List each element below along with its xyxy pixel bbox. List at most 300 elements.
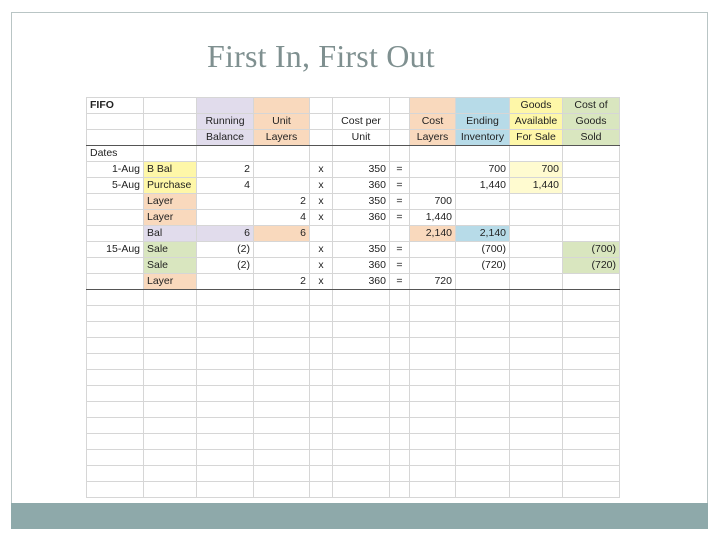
header-unit-layers[interactable]: Layers bbox=[254, 130, 310, 146]
empty-cell[interactable] bbox=[333, 354, 390, 370]
header-running-balance[interactable]: Balance bbox=[197, 130, 254, 146]
equals-sign-cell[interactable] bbox=[390, 226, 410, 242]
cogs-cell[interactable]: (720) bbox=[563, 258, 620, 274]
header-unit-layers[interactable] bbox=[254, 98, 310, 114]
empty-cell[interactable] bbox=[510, 354, 563, 370]
header-row-2 bbox=[87, 114, 620, 130]
empty-cell[interactable] bbox=[456, 322, 510, 338]
empty-cell[interactable] bbox=[563, 450, 620, 466]
empty-cell[interactable] bbox=[563, 402, 620, 418]
unit-layers-cell[interactable]: 4 bbox=[254, 210, 310, 226]
empty-cell[interactable] bbox=[87, 386, 144, 402]
empty-cell[interactable] bbox=[333, 434, 390, 450]
empty-cell[interactable] bbox=[390, 290, 410, 306]
cost-per-unit-cell[interactable]: 360 bbox=[333, 274, 390, 290]
empty-cell[interactable] bbox=[563, 434, 620, 450]
cost-per-unit-cell[interactable]: 360 bbox=[333, 210, 390, 226]
empty-cell[interactable] bbox=[563, 306, 620, 322]
ending-inventory-cell[interactable]: (700) bbox=[456, 242, 510, 258]
type-cell[interactable]: Layer bbox=[144, 194, 197, 210]
goods-available-cell[interactable] bbox=[510, 194, 563, 210]
empty-cell[interactable] bbox=[310, 434, 333, 450]
running-balance-cell[interactable]: 2 bbox=[197, 162, 254, 178]
equals-sign-cell[interactable]: = bbox=[390, 258, 410, 274]
empty-row bbox=[87, 322, 620, 338]
empty-cell[interactable] bbox=[510, 146, 563, 162]
date-cell[interactable] bbox=[87, 226, 144, 242]
table-row bbox=[87, 178, 620, 194]
goods-available-cell[interactable] bbox=[510, 210, 563, 226]
empty-row bbox=[87, 418, 620, 434]
header-cost-layers[interactable] bbox=[410, 98, 456, 114]
header-cost-per-unit[interactable]: Cost per bbox=[333, 114, 390, 130]
empty-cell[interactable] bbox=[254, 370, 310, 386]
empty-row bbox=[87, 434, 620, 450]
empty-cell[interactable] bbox=[410, 450, 456, 466]
empty-cell[interactable] bbox=[310, 338, 333, 354]
empty-cell[interactable] bbox=[390, 434, 410, 450]
empty-cell[interactable] bbox=[410, 146, 456, 162]
empty-cell[interactable] bbox=[310, 466, 333, 482]
running-balance-cell[interactable]: 6 bbox=[197, 226, 254, 242]
times-sign-cell[interactable] bbox=[310, 226, 333, 242]
ending-inventory-cell[interactable]: 2,140 bbox=[456, 226, 510, 242]
empty-cell[interactable] bbox=[144, 434, 197, 450]
empty-cell[interactable] bbox=[410, 370, 456, 386]
equals-sign-cell[interactable]: = bbox=[390, 194, 410, 210]
empty-cell[interactable] bbox=[310, 482, 333, 498]
empty-cell[interactable] bbox=[390, 450, 410, 466]
empty-cell[interactable] bbox=[390, 306, 410, 322]
cost-per-unit-cell[interactable]: 350 bbox=[333, 194, 390, 210]
empty-cell[interactable] bbox=[410, 434, 456, 450]
empty-cell[interactable] bbox=[510, 386, 563, 402]
ending-inventory-cell[interactable]: (720) bbox=[456, 258, 510, 274]
cost-layers-cell[interactable] bbox=[410, 162, 456, 178]
empty-cell[interactable] bbox=[197, 466, 254, 482]
empty-row bbox=[87, 370, 620, 386]
empty-cell[interactable] bbox=[456, 402, 510, 418]
ending-inventory-cell[interactable]: 1,440 bbox=[456, 178, 510, 194]
header-blank[interactable] bbox=[310, 114, 333, 130]
ending-inventory-cell[interactable]: 700 bbox=[456, 162, 510, 178]
empty-cell[interactable] bbox=[254, 418, 310, 434]
header-blank[interactable] bbox=[144, 130, 197, 146]
empty-cell[interactable] bbox=[197, 290, 254, 306]
empty-cell[interactable] bbox=[197, 146, 254, 162]
empty-cell[interactable] bbox=[144, 386, 197, 402]
times-sign-cell[interactable]: x bbox=[310, 242, 333, 258]
empty-cell[interactable] bbox=[310, 290, 333, 306]
empty-row bbox=[87, 450, 620, 466]
empty-cell[interactable] bbox=[390, 482, 410, 498]
empty-cell[interactable] bbox=[144, 290, 197, 306]
fifo-spreadsheet bbox=[86, 97, 620, 498]
empty-cell[interactable] bbox=[254, 338, 310, 354]
empty-cell[interactable] bbox=[390, 370, 410, 386]
running-balance-cell[interactable]: 4 bbox=[197, 178, 254, 194]
empty-cell[interactable] bbox=[390, 402, 410, 418]
empty-cell[interactable] bbox=[410, 306, 456, 322]
goods-available-cell[interactable] bbox=[510, 226, 563, 242]
type-cell[interactable]: Layer bbox=[144, 274, 197, 290]
dates-row bbox=[87, 146, 620, 162]
empty-cell[interactable] bbox=[456, 370, 510, 386]
empty-cell[interactable] bbox=[510, 434, 563, 450]
slide-title: First In, First Out bbox=[207, 38, 435, 74]
empty-cell[interactable] bbox=[144, 402, 197, 418]
empty-cell[interactable] bbox=[563, 386, 620, 402]
empty-cell[interactable] bbox=[144, 338, 197, 354]
empty-cell[interactable] bbox=[410, 386, 456, 402]
empty-cell[interactable] bbox=[144, 466, 197, 482]
cogs-cell[interactable] bbox=[563, 210, 620, 226]
empty-cell[interactable] bbox=[144, 306, 197, 322]
empty-cell[interactable] bbox=[563, 338, 620, 354]
header-cost-per-unit[interactable]: Unit bbox=[333, 130, 390, 146]
type-cell[interactable]: Purchase bbox=[144, 178, 197, 194]
empty-cell[interactable] bbox=[310, 386, 333, 402]
cost-layers-cell[interactable] bbox=[410, 178, 456, 194]
equals-sign-cell[interactable]: = bbox=[390, 242, 410, 258]
cost-layers-cell[interactable] bbox=[410, 242, 456, 258]
empty-cell[interactable] bbox=[144, 450, 197, 466]
empty-cell[interactable] bbox=[510, 402, 563, 418]
empty-cell[interactable] bbox=[87, 370, 144, 386]
empty-cell[interactable] bbox=[310, 370, 333, 386]
cost-per-unit-cell[interactable]: 350 bbox=[333, 242, 390, 258]
cogs-cell[interactable] bbox=[563, 178, 620, 194]
header-cost-per-unit[interactable] bbox=[333, 98, 390, 114]
empty-cell[interactable] bbox=[197, 450, 254, 466]
ending-inventory-cell[interactable] bbox=[456, 210, 510, 226]
empty-cell[interactable] bbox=[333, 338, 390, 354]
empty-cell[interactable] bbox=[254, 322, 310, 338]
empty-cell[interactable] bbox=[333, 418, 390, 434]
empty-cell[interactable] bbox=[197, 402, 254, 418]
empty-cell[interactable] bbox=[510, 370, 563, 386]
empty-cell[interactable] bbox=[254, 450, 310, 466]
empty-cell[interactable] bbox=[563, 466, 620, 482]
empty-cell[interactable] bbox=[563, 146, 620, 162]
empty-cell[interactable] bbox=[563, 354, 620, 370]
header-blank[interactable] bbox=[390, 98, 410, 114]
empty-cell[interactable] bbox=[333, 322, 390, 338]
table-row bbox=[87, 226, 620, 242]
goods-available-cell[interactable] bbox=[510, 242, 563, 258]
cost-per-unit-cell[interactable]: 350 bbox=[333, 162, 390, 178]
header-ending-inventory[interactable] bbox=[456, 98, 510, 114]
empty-cell[interactable] bbox=[510, 418, 563, 434]
header-goods-available[interactable]: Available bbox=[510, 114, 563, 130]
empty-cell[interactable] bbox=[563, 322, 620, 338]
cogs-cell[interactable]: (700) bbox=[563, 242, 620, 258]
empty-cell[interactable] bbox=[410, 290, 456, 306]
type-cell[interactable]: Sale bbox=[144, 242, 197, 258]
table-row bbox=[87, 274, 620, 290]
empty-cell[interactable] bbox=[144, 370, 197, 386]
empty-row bbox=[87, 306, 620, 322]
cogs-cell[interactable] bbox=[563, 162, 620, 178]
empty-cell[interactable] bbox=[390, 418, 410, 434]
goods-available-cell[interactable]: 1,440 bbox=[510, 178, 563, 194]
empty-cell[interactable] bbox=[87, 338, 144, 354]
empty-row bbox=[87, 482, 620, 498]
date-cell[interactable] bbox=[87, 274, 144, 290]
empty-cell[interactable] bbox=[410, 402, 456, 418]
empty-cell[interactable] bbox=[333, 450, 390, 466]
empty-cell[interactable] bbox=[390, 386, 410, 402]
empty-cell[interactable] bbox=[144, 418, 197, 434]
times-sign-cell[interactable]: x bbox=[310, 210, 333, 226]
header-blank[interactable] bbox=[144, 98, 197, 114]
empty-cell[interactable] bbox=[456, 434, 510, 450]
empty-cell[interactable] bbox=[310, 354, 333, 370]
empty-cell[interactable] bbox=[197, 322, 254, 338]
empty-cell[interactable] bbox=[310, 402, 333, 418]
header-running-balance[interactable] bbox=[197, 98, 254, 114]
header-row-3 bbox=[87, 130, 620, 146]
running-balance-cell[interactable]: (2) bbox=[197, 242, 254, 258]
empty-cell[interactable] bbox=[87, 306, 144, 322]
empty-cell[interactable] bbox=[333, 466, 390, 482]
empty-cell[interactable] bbox=[144, 146, 197, 162]
cost-per-unit-cell[interactable]: 360 bbox=[333, 178, 390, 194]
empty-cell[interactable] bbox=[310, 146, 333, 162]
header-blank[interactable] bbox=[144, 114, 197, 130]
type-cell[interactable]: B Bal bbox=[144, 162, 197, 178]
empty-cell[interactable] bbox=[563, 418, 620, 434]
empty-cell[interactable] bbox=[410, 354, 456, 370]
empty-cell[interactable] bbox=[254, 386, 310, 402]
empty-cell[interactable] bbox=[197, 434, 254, 450]
empty-cell[interactable] bbox=[410, 322, 456, 338]
cost-layers-cell[interactable]: 700 bbox=[410, 194, 456, 210]
empty-cell[interactable] bbox=[563, 482, 620, 498]
empty-cell[interactable] bbox=[333, 386, 390, 402]
empty-cell[interactable] bbox=[254, 466, 310, 482]
empty-cell[interactable] bbox=[87, 322, 144, 338]
empty-row bbox=[87, 354, 620, 370]
footer-bar bbox=[11, 503, 708, 529]
date-cell[interactable] bbox=[87, 194, 144, 210]
date-cell[interactable]: 1-Aug bbox=[87, 162, 144, 178]
equals-sign-cell[interactable]: = bbox=[390, 274, 410, 290]
table-row bbox=[87, 194, 620, 210]
unit-layers-cell[interactable]: 2 bbox=[254, 274, 310, 290]
header-ending-inventory[interactable]: Inventory bbox=[456, 130, 510, 146]
header-blank[interactable] bbox=[390, 114, 410, 130]
empty-cell[interactable] bbox=[456, 290, 510, 306]
type-cell[interactable]: Sale bbox=[144, 258, 197, 274]
empty-cell[interactable] bbox=[310, 450, 333, 466]
empty-cell[interactable] bbox=[254, 306, 310, 322]
empty-cell[interactable] bbox=[390, 354, 410, 370]
empty-cell[interactable] bbox=[456, 482, 510, 498]
type-cell[interactable]: Bal bbox=[144, 226, 197, 242]
empty-cell[interactable] bbox=[87, 482, 144, 498]
unit-layers-cell[interactable] bbox=[254, 258, 310, 274]
cost-per-unit-cell[interactable] bbox=[333, 226, 390, 242]
date-cell[interactable]: 5-Aug bbox=[87, 178, 144, 194]
times-sign-cell[interactable]: x bbox=[310, 274, 333, 290]
unit-layers-cell[interactable]: 2 bbox=[254, 194, 310, 210]
goods-available-cell[interactable]: 700 bbox=[510, 162, 563, 178]
empty-cell[interactable] bbox=[456, 306, 510, 322]
empty-cell[interactable] bbox=[456, 146, 510, 162]
empty-cell[interactable] bbox=[87, 354, 144, 370]
empty-cell[interactable] bbox=[390, 322, 410, 338]
date-cell[interactable] bbox=[87, 258, 144, 274]
times-sign-cell[interactable]: x bbox=[310, 162, 333, 178]
equals-sign-cell[interactable]: = bbox=[390, 178, 410, 194]
empty-cell[interactable] bbox=[197, 482, 254, 498]
empty-cell[interactable] bbox=[197, 354, 254, 370]
cost-layers-cell[interactable]: 1,440 bbox=[410, 210, 456, 226]
ending-inventory-cell[interactable] bbox=[456, 274, 510, 290]
cogs-cell[interactable] bbox=[563, 226, 620, 242]
equals-sign-cell[interactable]: = bbox=[390, 210, 410, 226]
header-blank[interactable] bbox=[87, 114, 144, 130]
empty-cell[interactable] bbox=[197, 386, 254, 402]
cogs-cell[interactable] bbox=[563, 194, 620, 210]
empty-cell[interactable] bbox=[563, 370, 620, 386]
empty-cell[interactable] bbox=[87, 450, 144, 466]
header-cost-layers[interactable]: Cost bbox=[410, 114, 456, 130]
header-blank[interactable] bbox=[310, 98, 333, 114]
empty-cell[interactable] bbox=[510, 466, 563, 482]
unit-layers-cell[interactable]: 6 bbox=[254, 226, 310, 242]
goods-available-cell[interactable] bbox=[510, 274, 563, 290]
header-blank[interactable] bbox=[310, 130, 333, 146]
empty-cell[interactable] bbox=[456, 386, 510, 402]
empty-cell[interactable] bbox=[197, 418, 254, 434]
empty-cell[interactable] bbox=[333, 290, 390, 306]
empty-cell[interactable] bbox=[333, 146, 390, 162]
header-ending-inventory[interactable]: Ending bbox=[456, 114, 510, 130]
empty-cell[interactable] bbox=[390, 338, 410, 354]
empty-cell[interactable] bbox=[333, 370, 390, 386]
table-row bbox=[87, 162, 620, 178]
empty-cell[interactable] bbox=[197, 338, 254, 354]
empty-cell[interactable] bbox=[510, 482, 563, 498]
empty-cell[interactable] bbox=[510, 290, 563, 306]
empty-cell[interactable] bbox=[510, 338, 563, 354]
empty-cell[interactable] bbox=[87, 418, 144, 434]
empty-row bbox=[87, 386, 620, 402]
empty-cell[interactable] bbox=[310, 418, 333, 434]
empty-cell[interactable] bbox=[197, 370, 254, 386]
empty-cell[interactable] bbox=[390, 466, 410, 482]
header-goods-available[interactable]: Goods bbox=[510, 98, 563, 114]
table-row bbox=[87, 258, 620, 274]
header-cost-layers[interactable]: Layers bbox=[410, 130, 456, 146]
empty-cell[interactable] bbox=[144, 322, 197, 338]
cost-layers-cell[interactable]: 720 bbox=[410, 274, 456, 290]
empty-cell[interactable] bbox=[254, 146, 310, 162]
empty-cell[interactable] bbox=[254, 354, 310, 370]
empty-cell[interactable] bbox=[310, 306, 333, 322]
empty-cell[interactable] bbox=[456, 450, 510, 466]
running-balance-cell[interactable] bbox=[197, 194, 254, 210]
header-cogs[interactable]: Goods bbox=[563, 114, 620, 130]
times-sign-cell[interactable]: x bbox=[310, 178, 333, 194]
header-goods-available[interactable]: For Sale bbox=[510, 130, 563, 146]
date-cell[interactable]: 15-Aug bbox=[87, 242, 144, 258]
empty-cell[interactable] bbox=[410, 338, 456, 354]
empty-cell[interactable] bbox=[254, 290, 310, 306]
empty-cell[interactable] bbox=[333, 482, 390, 498]
running-balance-cell[interactable] bbox=[197, 274, 254, 290]
header-blank[interactable] bbox=[87, 130, 144, 146]
times-sign-cell[interactable]: x bbox=[310, 258, 333, 274]
empty-cell[interactable] bbox=[144, 482, 197, 498]
cost-layers-cell[interactable] bbox=[410, 258, 456, 274]
running-balance-cell[interactable]: (2) bbox=[197, 258, 254, 274]
empty-cell[interactable] bbox=[333, 306, 390, 322]
date-cell[interactable] bbox=[87, 210, 144, 226]
header-cogs[interactable]: Cost of bbox=[563, 98, 620, 114]
empty-cell[interactable] bbox=[410, 466, 456, 482]
empty-row bbox=[87, 402, 620, 418]
table-row bbox=[87, 210, 620, 226]
empty-cell[interactable] bbox=[254, 482, 310, 498]
ending-inventory-cell[interactable] bbox=[456, 194, 510, 210]
header-blank[interactable] bbox=[390, 130, 410, 146]
fifo-label[interactable]: FIFO bbox=[87, 98, 144, 114]
empty-cell[interactable] bbox=[310, 322, 333, 338]
empty-cell[interactable] bbox=[254, 402, 310, 418]
goods-available-cell[interactable] bbox=[510, 258, 563, 274]
times-sign-cell[interactable]: x bbox=[310, 194, 333, 210]
empty-cell[interactable] bbox=[510, 322, 563, 338]
empty-cell[interactable] bbox=[333, 402, 390, 418]
header-cogs[interactable]: Sold bbox=[563, 130, 620, 146]
empty-cell[interactable] bbox=[87, 290, 144, 306]
dates-label[interactable]: Dates bbox=[87, 146, 144, 162]
empty-cell[interactable] bbox=[456, 338, 510, 354]
empty-cell[interactable] bbox=[456, 466, 510, 482]
empty-cell[interactable] bbox=[87, 402, 144, 418]
empty-cell[interactable] bbox=[390, 146, 410, 162]
empty-cell[interactable] bbox=[410, 418, 456, 434]
empty-cell[interactable] bbox=[87, 466, 144, 482]
empty-cell[interactable] bbox=[144, 354, 197, 370]
header-unit-layers[interactable]: Unit bbox=[254, 114, 310, 130]
cost-layers-cell[interactable]: 2,140 bbox=[410, 226, 456, 242]
empty-cell[interactable] bbox=[510, 450, 563, 466]
empty-cell[interactable] bbox=[456, 354, 510, 370]
empty-cell[interactable] bbox=[456, 418, 510, 434]
cogs-cell[interactable] bbox=[563, 274, 620, 290]
empty-row bbox=[87, 466, 620, 482]
empty-row bbox=[87, 290, 620, 306]
empty-cell[interactable] bbox=[410, 482, 456, 498]
empty-cell[interactable] bbox=[197, 306, 254, 322]
running-balance-cell[interactable] bbox=[197, 210, 254, 226]
header-running-balance[interactable]: Running bbox=[197, 114, 254, 130]
unit-layers-cell[interactable] bbox=[254, 178, 310, 194]
equals-sign-cell[interactable]: = bbox=[390, 162, 410, 178]
empty-cell[interactable] bbox=[563, 290, 620, 306]
unit-layers-cell[interactable] bbox=[254, 162, 310, 178]
empty-cell[interactable] bbox=[510, 306, 563, 322]
empty-cell[interactable] bbox=[254, 434, 310, 450]
empty-cell[interactable] bbox=[87, 434, 144, 450]
cost-per-unit-cell[interactable]: 360 bbox=[333, 258, 390, 274]
type-cell[interactable]: Layer bbox=[144, 210, 197, 226]
unit-layers-cell[interactable] bbox=[254, 242, 310, 258]
